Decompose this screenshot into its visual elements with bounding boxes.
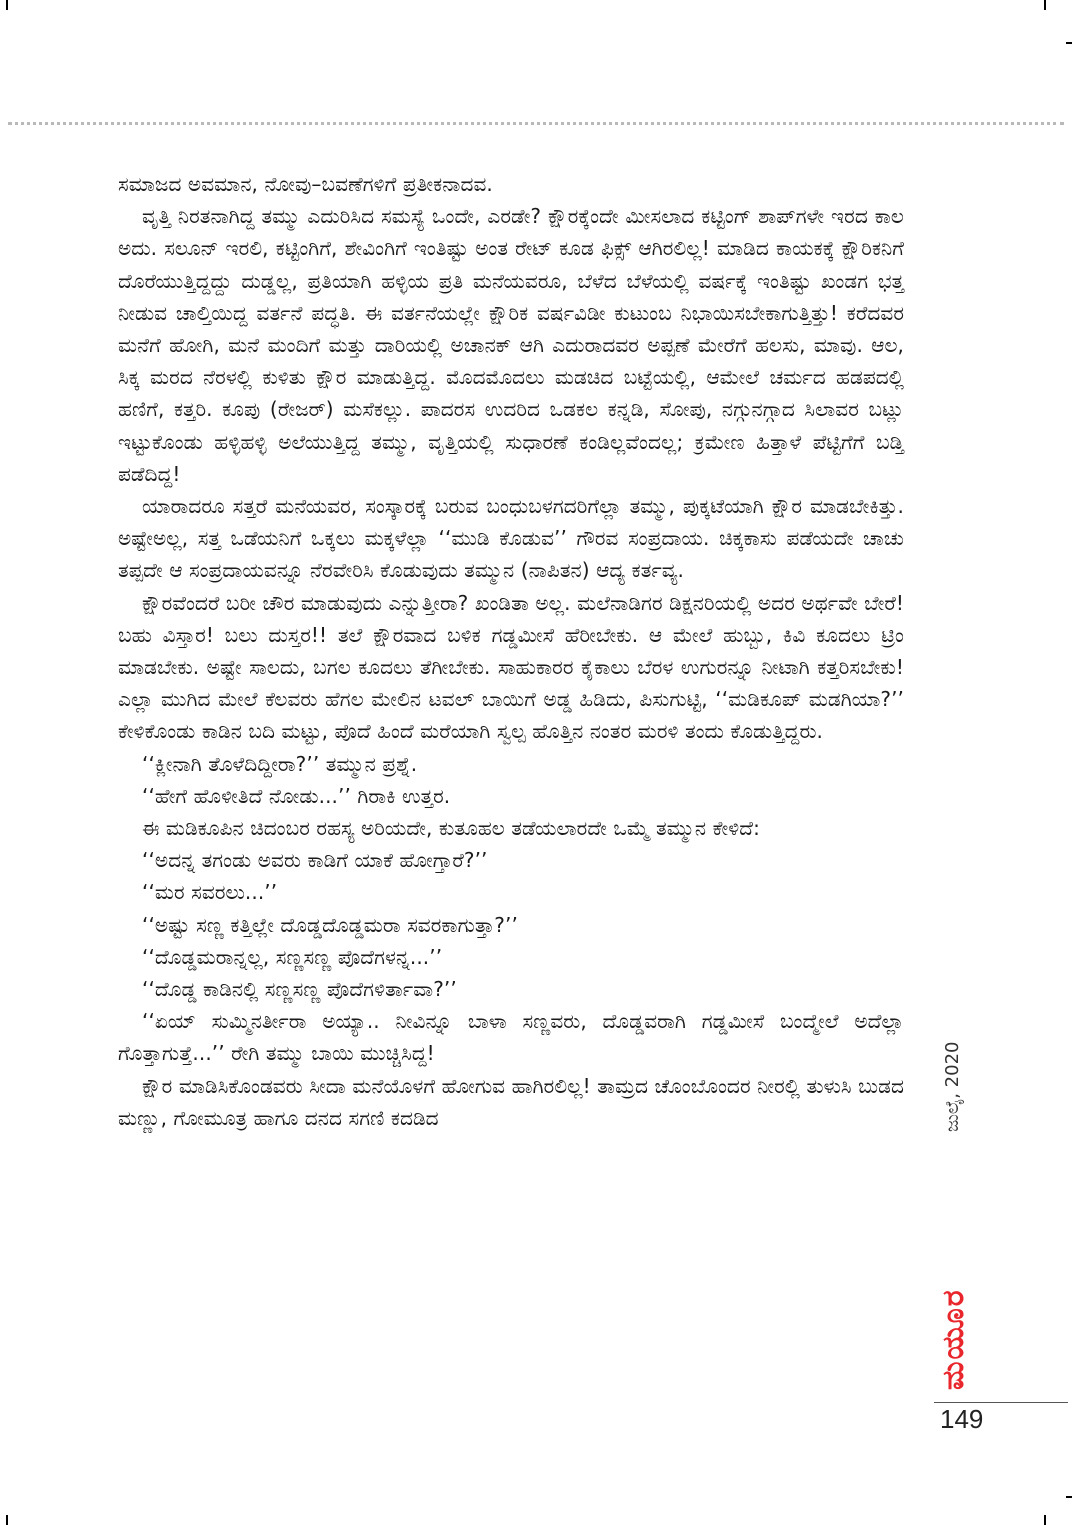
paragraph: ಸಮಾಜದ ಅವಮಾನ, ನೋವು–ಬವಣೆಗಳಿಗೆ ಪ್ರತೀಕನಾದವ. [118, 172, 493, 196]
article-body [118, 168, 904, 1134]
paragraph: ಯಾರಾದರೂ ಸತ್ತರೆ ಮನೆಯವರ, ಸಂಸ್ಕಾರಕ್ಕೆ ಬರುವ ಬಂಧುಬಳಗದರಿಗೆಲ್ಲಾ ತಮ್ಮು, ಪುಕ್ಕಟೆಯಾಗಿ ಕ್ಷೌರ ಮಾಡಬೇಕಿತ್ತು. ಅಷ್ಟೇಅಲ್ಲ, ಸತ್ತ ಒಡೆಯನಿಗೆ ಒಕ್ಕಲು ಮಕ್ಕಳೆಲ್ಲಾ ‘‘ಮುಡಿ ಕೊಡುವ’’ ಗೌರವ ಸಂಪ್ರದಾಯ. ಚಿಕ್ಕಕಾಸು ಪಡೆಯದೇ ಚಾಚು ತಪ್ಪದೇ ಆ ಸಂಪ್ರದಾಯವನ್ನೂ ನೆರವೇರಿಸಿ ಕೊಡುವುದು ತಮ್ಮುನ (ನಾಪಿತನ) ಆದ್ಯ ಕರ್ತವ್ಯ. [118, 494, 904, 583]
page-number: 149 [940, 1404, 984, 1434]
crop-mark-bottom-right [1044, 1515, 1046, 1525]
paragraph: ಕ್ಷೌರ ಮಾಡಿಸಿಕೊಂಡವರು ಸೀದಾ ಮನೆಯೊಳಗೆ ಹೋಗುವ ಹಾಗಿರಲಿಲ್ಲ! ತಾಮ್ರದ ಚೊಂಬೊಂದರ ನೀರಲ್ಲಿ ತುಳುಸಿ ಬುಡದ ಮಣ್ಣು, ಗೋಮೂತ್ರ ಹಾಗೂ ದನದ ಸಗಣಿ ಕದಡಿದ [118, 1073, 904, 1130]
paragraph: ‘‘ಅಷ್ಟು ಸಣ್ಣ ಕತ್ತಿಲ್ಲೇ ದೊಡ್ಡದೊಡ್ಡಮರಾ ಸವರಕಾಗುತ್ತಾ?’’ [142, 912, 518, 937]
paragraph: ಈ ಮಡಿಕೂಪಿನ ಚಿದಂಬರ ರಹಸ್ಯ ಅರಿಯದೇ, ಕುತೂಹಲ ತಡೆಯಲಾರದೇ ಒಮ್ಮೆ ತಮ್ಮುನ ಕೇಳಿದೆ: [142, 816, 760, 841]
crop-mark-right-upper [1066, 42, 1072, 44]
issue-date: ಜುಲೈ, 2020 [942, 1041, 963, 1132]
paragraph: ‘‘ಅದನ್ನ ತಗಂಡು ಅವರು ಕಾಡಿಗೆ ಯಾಕೆ ಹೋಗ್ತಾರೆ?’’ [142, 848, 488, 873]
paragraph: ‘‘ಏಯ್ ಸುಮ್ಮಿನರ್ತೀರಾ ಅಯ್ಯಾ.. ನೀವಿನ್ನೂ ಬಾಳಾ ಸಣ್ಣವರು, ದೊಡ್ಡವರಾಗಿ ಗಡ್ಡಮೀಸೆ ಬಂದ್ಮೇಲೆ ಅದೆಲ್ಲಾ ಗೊತ್ತಾಗುತ್ತೆ...’’ ರೇಗಿ ತಮ್ಮು ಬಾಯಿ ಮುಚ್ಚಿಸಿದ್ದ! [118, 1009, 904, 1066]
paragraph: ‘‘ದೊಡ್ಡ ಕಾಡಿನಲ್ಲಿ ಸಣ್ಣಸಣ್ಣ ಪೊದೆಗಳಿರ್ತಾವಾ?’’ [142, 977, 457, 1002]
crop-mark-right-lower [1066, 1496, 1072, 1498]
page-number-rule [934, 1402, 1068, 1403]
paragraph: ಕ್ಷೌರವೆಂದರೆ ಬರೀ ಚೌರ ಮಾಡುವುದು ಎನ್ನುತ್ತೀರಾ? ಖಂಡಿತಾ ಅಲ್ಲ. ಮಲೆನಾಡಿಗರ ಡಿಕ್ಷನರಿಯಲ್ಲಿ ಅದರ ಅರ್ಥವೇ ಬೇರೆ! ಬಹು ವಿಸ್ತಾರ! ಬಲು ದುಸ್ತರ!! ತಲೆ ಕ್ಷೌರವಾದ ಬಳಿಕ ಗಡ್ಡಮೀಸೆ ಹೆರೀಬೇಕು. ಆ ಮೇಲೆ ಹುಬ್ಬು, ಕಿವಿ ಕೂದಲು ಟ್ರಿಂ ಮಾಡಬೇಕು. ಅಷ್ಟೇ ಸಾಲದು, ಬಗಲ ಕೂದಲು ತೆಗೀಬೇಕು. ಸಾಹುಕಾರರ ಕೈಕಾಲು ಬೆರಳ ಉಗುರನ್ನೂ ನೀಟಾಗಿ ಕತ್ತರಿಸಬೇಕು! ಎಲ್ಲಾ ಮುಗಿದ ಮೇಲೆ ಕೆಲವರು ಹೆಗಲ ಮೇಲಿನ ಟವಲ್ ಬಾಯಿಗೆ ಅಡ್ಡ ಹಿಡಿದು, ಪಿಸುಗುಟ್ಟಿ, ‘‘ಮಡಿಕೂಪ್ ಮಡಗಿಯಾ?’’ ಕೇಳಿಕೊಂಡು ಕಾಡಿನ ಬದಿ ಮಟ್ಟು, ಪೊದೆ ಹಿಂದೆ ಮರೆಯಾಗಿ ಸ್ವಲ್ಪ ಹೊತ್ತಿನ ನಂತರ ಮರಳಿ ತಂದು ಕೊಡುತ್ತಿದ್ದರು. [118, 590, 904, 744]
crop-mark-top-left [6, 0, 8, 10]
magazine-logo: ಮಯೂರ [936, 1288, 971, 1390]
crop-mark-top-right [1044, 0, 1046, 10]
paragraph: ‘‘ಹೇಗೆ ಹೊಳೀತಿದೆ ನೋಡು...’’ ಗಿರಾಕಿ ಉತ್ತರ. [142, 783, 451, 808]
crop-mark-bottom-left [6, 1515, 8, 1525]
paragraph: ‘‘ದೊಡ್ಡಮರಾನ್ನಲ್ಲ, ಸಣ್ಣಸಣ್ಣ ಪೊದೆಗಳನ್ನ...’’ [142, 944, 443, 969]
paragraph: ವೃತ್ತಿ ನಿರತನಾಗಿದ್ದ ತಮ್ಮು ಎದುರಿಸಿದ ಸಮಸ್ಯೆ ಒಂದೇ, ಎರಡೇ? ಕ್ಷೌರಕ್ಕೆಂದೇ ಮೀಸಲಾದ ಕಟ್ಟಿಂಗ್ ಶಾಪ್‌ಗಳೇ ಇರದ ಕಾಲ ಅದು. ಸಲೂನ್ ಇರಲಿ, ಕಟ್ಟಿಂಗಿಗೆ, ಶೇವಿಂಗಿಗೆ ಇಂತಿಷ್ಟು ಅಂತ ರೇಟ್ ಕೂಡ ಫಿಕ್ಸ್ ಆಗಿರಲಿಲ್ಲ! ಮಾಡಿದ ಕಾಯಕಕ್ಕೆ ಕ್ಷೌರಿಕನಿಗೆ ದೊರೆಯುತ್ತಿದ್ದದ್ದು ದುಡ್ಡಲ್ಲ, ಪ್ರತಿಯಾಗಿ ಹಳ್ಳಿಯ ಪ್ರತಿ ಮನೆಯವರೂ, ಬೆಳೆದ ಬೆಳೆಯಲ್ಲಿ ವರ್ಷಕ್ಕೆ ಇಂತಿಷ್ಟು ಖಂಡಗ ಭತ್ತ ನೀಡುವ ಚಾಲ್ತಿಯಿದ್ದ ವರ್ತನೆ ಪದ್ಧತಿ. ಈ ವರ್ತನೆಯಲ್ಲೇ ಕ್ಷೌರಿಕ ವರ್ಷವಿಡೀ ಕುಟುಂಬ ನಿಭಾಯಿಸಬೇಕಾಗುತ್ತಿತ್ತು! ಕರೆದವರ ಮನೆಗೆ ಹೋಗಿ, ಮನೆ ಮಂದಿಗೆ ಮತ್ತು ದಾರಿಯಲ್ಲಿ ಅಚಾನಕ್ ಆಗಿ ಎದುರಾದವರ ಅಪ್ಪಣೆ ಮೇರೆಗೆ ಹಲಸು, ಮಾವು. ಆಲ, ಸಿಕ್ಕ ಮರದ ನೆರಳಲ್ಲಿ ಕುಳಿತು ಕ್ಷೌರ ಮಾಡುತ್ತಿದ್ದ. ಮೊದಮೊದಲು ಮಡಚಿದ ಬಟ್ಟೆಯಲ್ಲಿ, ಆಮೇಲೆ ಚರ್ಮದ ಹಡಪದಲ್ಲಿ ಹಣಿಗೆ, ಕತ್ತರಿ. ಕೂಪು (ರೇಜರ್) ಮಸೆಕಲ್ಲು. ಪಾದರಸ ಉದರಿದ ಒಡಕಲ ಕನ್ನಡಿ, ಸೋಪು, ನಗ್ಗುನಗ್ಗಾದ ಸಿಲಾವರ ಬಟ್ಲು ಇಟ್ಟುಕೊಂಡು ಹಳ್ಳಿಹಳ್ಳಿ ಅಲೆಯುತ್ತಿದ್ದ ತಮ್ಮು, ವೃತ್ತಿಯಲ್ಲಿ ಸುಧಾರಣೆ ಕಂಡಿಲ್ಲವೆಂದಲ್ಲ; ಕ್ರಮೇಣ ಹಿತ್ತಾಳೆ ಪೆಟ್ಟಿಗೆಗೆ ಬಡ್ತಿ ಪಡೆದಿದ್ದ! [118, 204, 904, 486]
paragraph: ‘‘ಕ್ಲೀನಾಗಿ ತೊಳೆದಿದ್ದೀರಾ?’’ ತಮ್ಮುನ ಪ್ರಶ್ನೆ. [142, 751, 418, 776]
paragraph: ‘‘ಮರ ಸವರಲು...’’ [142, 880, 278, 905]
header-dotted-rule [8, 122, 1064, 125]
